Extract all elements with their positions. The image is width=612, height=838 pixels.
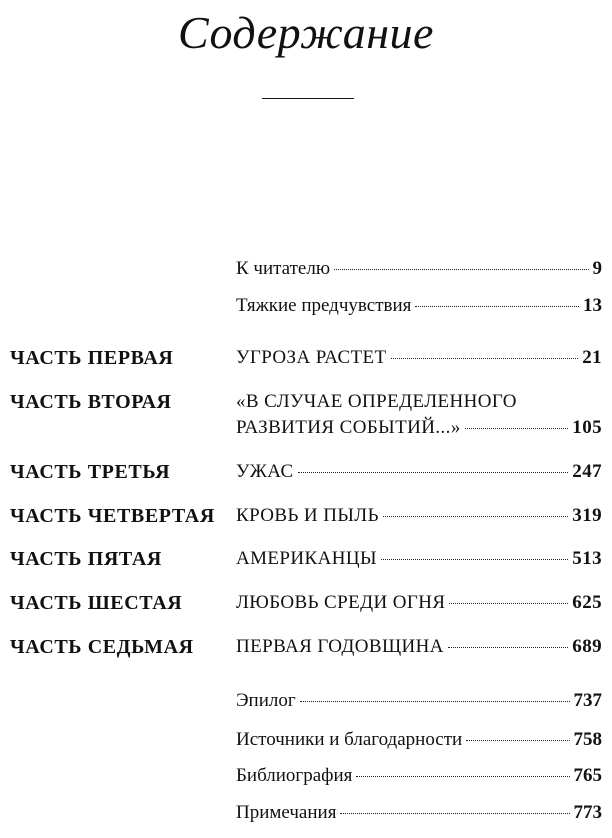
entry-page: 773	[573, 802, 602, 823]
entry-page: 758	[573, 729, 602, 750]
leader-dots	[300, 701, 570, 702]
entry-page: 247	[572, 461, 602, 482]
entry-page: 9	[592, 258, 602, 279]
entry-title: УЖАС	[236, 461, 294, 482]
entry-title: КРОВЬ И ПЫЛЬ	[236, 505, 379, 526]
leader-dots	[449, 603, 568, 604]
leader-dots	[466, 740, 569, 741]
part-label: ЧАСТЬ ЧЕТВЕРТАЯ	[10, 505, 215, 527]
leader-dots	[465, 428, 569, 429]
leader-dots	[383, 516, 568, 517]
leader-dots	[448, 647, 568, 648]
entry-title: ПЕРВАЯ ГОДОВЩИНА	[236, 636, 444, 657]
leader-dots	[334, 269, 588, 270]
entry-title: Тяжкие предчувствия	[236, 295, 412, 316]
leader-dots	[356, 776, 569, 777]
entry-title: Библиография	[236, 765, 353, 786]
entry-page: 625	[572, 592, 602, 613]
entry-title-line-1: «В СЛУЧАЕ ОПРЕДЕЛЕННОГО	[236, 391, 517, 412]
part-label: ЧАСТЬ ПЕРВАЯ	[10, 347, 174, 369]
entry-page: 737	[573, 690, 602, 711]
entry-title: ЛЮБОВЬ СРЕДИ ОГНЯ	[236, 592, 446, 613]
entry-page: 513	[572, 548, 602, 569]
title-divider	[262, 98, 354, 99]
page-title: Содержание	[178, 7, 434, 58]
entry-title-line-2: РАЗВИТИЯ СОБЫТИЙ...»	[236, 417, 461, 438]
part-label: ЧАСТЬ ШЕСТАЯ	[10, 592, 183, 614]
entry-page: 689	[572, 636, 602, 657]
entry-title: Источники и благодарности	[236, 729, 463, 750]
part-label: ЧАСТЬ ТРЕТЬЯ	[10, 461, 171, 483]
part-label: ЧАСТЬ ПЯТАЯ	[10, 548, 162, 570]
entry-page: 105	[572, 417, 602, 438]
leader-dots	[415, 306, 579, 307]
entry-page: 319	[572, 505, 602, 526]
part-label: ЧАСТЬ ВТОРАЯ	[10, 391, 172, 413]
leader-dots	[381, 559, 568, 560]
entry-title: К читателю	[236, 258, 331, 279]
leader-dots	[298, 472, 569, 473]
entry-title: Примечания	[236, 802, 337, 823]
leader-dots	[391, 358, 579, 359]
entry-page: 21	[582, 347, 602, 368]
part-label: ЧАСТЬ СЕДЬМАЯ	[10, 636, 194, 658]
entry-title: Эпилог	[236, 690, 296, 711]
entry-title: АМЕРИКАНЦЫ	[236, 548, 377, 569]
entry-title: УГРОЗА РАСТЕТ	[236, 347, 387, 368]
entry-page: 765	[573, 765, 602, 786]
leader-dots	[340, 813, 569, 814]
entry-page: 13	[583, 295, 602, 316]
